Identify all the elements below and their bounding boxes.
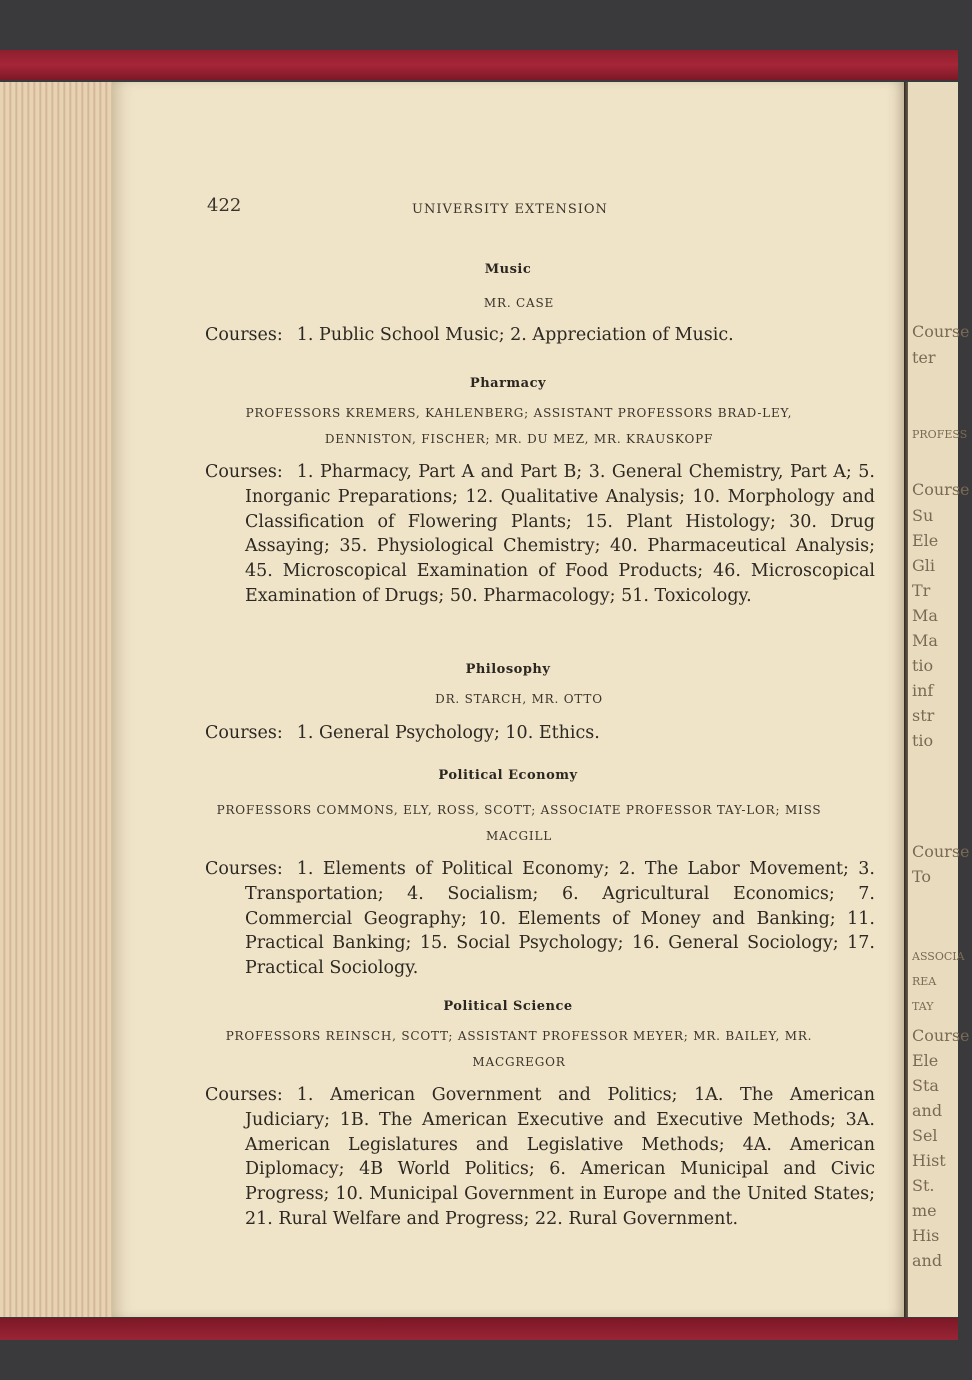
faculty-list-music: MR. CASE: [483, 296, 555, 310]
facing-page-fragment: Course: [912, 842, 970, 861]
facing-page-fragment: Sel: [912, 1126, 938, 1145]
courses-label: Courses:: [205, 462, 283, 482]
section-heading-philosophy: Philosophy: [465, 662, 551, 677]
section-heading-pharmacy: Pharmacy: [469, 376, 547, 391]
facing-page-fragment: His: [912, 1226, 940, 1245]
faculty-list-political-science: PROFESSORS REINSCH, SCOTT; ASSISTANT PROFESSOR MEYER; MR. BAILEY, MR. MACGREGOR: [225, 1029, 813, 1069]
page-number: 422: [207, 195, 242, 216]
courses-label: Courses:: [205, 859, 283, 879]
facing-page-fragment: Su: [912, 506, 934, 525]
courses-label: Courses:: [205, 325, 283, 345]
facing-page-fragment: and: [912, 1101, 943, 1120]
courses-political-science: [205, 1083, 875, 1232]
facing-page-fragment: Course: [912, 1026, 970, 1045]
facing-page-fragment: Tr: [912, 581, 931, 600]
facing-page-fragment: Ele: [912, 531, 939, 550]
courses-philosophy: [205, 721, 875, 746]
courses-text: 1. Elements of Political Economy; 2. The Labor Movement; 3. Transportation; 4. Socialism; 6. Agricultural Economics; 7. Commercial Geography; 10. Elements of Money and Banking; 11. Practical Banking; 15. Social Psychology; 16. General Sociology; 17. Practical Sociology.: [245, 859, 875, 979]
facing-page-fragment: Ma: [912, 631, 938, 650]
section-heading-music: Music: [484, 262, 532, 277]
section-heading-political-economy: Political Economy: [438, 768, 578, 783]
facing-page-fragment: St.: [912, 1176, 935, 1195]
courses-music: [205, 323, 875, 348]
facing-page-fragment: Gli: [912, 556, 936, 575]
facing-page-fragment: Ele: [912, 1051, 939, 1070]
facing-page-fragment: me: [912, 1201, 937, 1220]
facing-page-fragment: Sta: [912, 1076, 939, 1095]
faculty-list-philosophy: DR. STARCH, MR. OTTO: [435, 692, 603, 706]
faculty-list-pharmacy: PROFESSORS KREMERS, KAHLENBERG; ASSISTANT PROFESSORS BRAD-LEY, DENNISTON, FISCHER; MR. DU MEZ, MR. KRAUSKOPF: [245, 406, 793, 446]
facing-page-fragment: To: [912, 867, 932, 886]
page-stack-edges: [0, 82, 118, 1317]
facing-page-fragment: str: [912, 706, 935, 725]
facing-page-fragment: REA: [912, 975, 937, 988]
facing-page-fragment: PROFESS: [912, 428, 968, 441]
facing-page-fragment: tio: [912, 731, 934, 750]
facing-page-fragment: ASSOCIA: [912, 950, 965, 963]
facing-page-fragment: Hist: [912, 1151, 946, 1170]
facing-page-fragment: and: [912, 1251, 943, 1270]
running-head: UNIVERSITY EXTENSION: [412, 202, 608, 217]
facing-page-fragment: Course: [912, 480, 970, 499]
facing-page-fragment: TAY: [912, 1000, 934, 1013]
section-heading-political-science: Political Science: [443, 999, 573, 1014]
facing-page-fragment: inf: [912, 681, 934, 700]
courses-label: Courses:: [205, 723, 283, 743]
facing-page-fragment: tio: [912, 656, 934, 675]
book-cover-top-edge: [0, 50, 958, 80]
facing-page-fragment: ter: [912, 348, 936, 367]
faculty-list-political-economy: PROFESSORS COMMONS, ELY, ROSS, SCOTT; ASSOCIATE PROFESSOR TAY-LOR; MISS MACGILL: [216, 803, 822, 843]
facing-page-fragment: Ma: [912, 606, 938, 625]
facing-page-fragment: Course: [912, 322, 970, 341]
courses-pharmacy: [205, 460, 875, 609]
courses-text: 1. American Government and Politics; 1A. The American Judiciary; 1B. The American Executive and Executive Methods; 3A. American Legislatures and Legislative Methods; 4A. American Diplomacy; 4B World Politics; 6. American Municipal and Civic Progress; 10. Municipal Government in Europe and the United States; 21. Rural Welfare and Progress; 22. Rural Government.: [245, 1085, 875, 1229]
courses-text: 1. Public School Music; 2. Appreciation of Music.: [296, 325, 734, 345]
book-page: [112, 82, 904, 1317]
facing-page: [906, 82, 970, 1317]
courses-text: 1. General Psychology; 10. Ethics.: [296, 723, 600, 743]
courses-label: Courses:: [205, 1085, 283, 1105]
courses-text: 1. Pharmacy, Part A and Part B; 3. General Chemistry, Part A; 5. Inorganic Preparations; 12. Qualitative Analysis; 10. Morphology and Classification of Flowering Plants; 15. Plant Histology; 30. Drug Assaying; 35. Physiological Chemistry; 40. Pharmaceutical Analysis; 45. Microscopical Examination of Food Products; 46. Microscopical Examination of Drugs; 50. Pharmacology; 51. Toxicology.: [245, 462, 875, 606]
courses-political-economy: [205, 857, 875, 981]
book-cover-bottom-edge: [0, 1318, 958, 1340]
